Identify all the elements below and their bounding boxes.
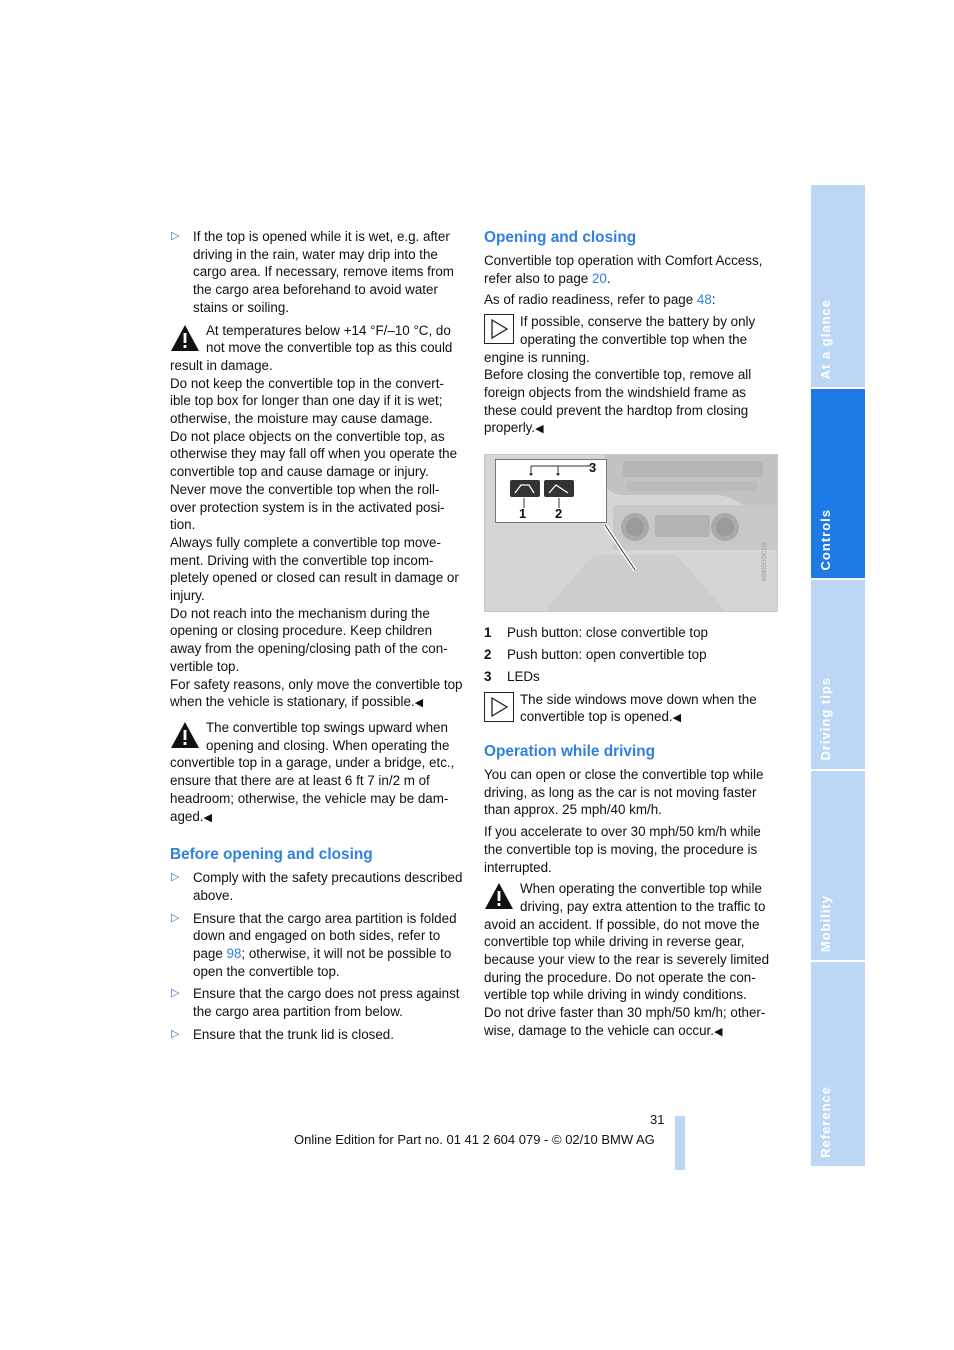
warning-icon bbox=[484, 881, 514, 911]
figure-legend bbox=[484, 624, 776, 686]
bullet-triangle-icon: ▷ bbox=[171, 1027, 180, 1040]
figure-code: WM05GGCUA bbox=[761, 542, 768, 582]
warning-driving: When operating the convertible top while driving, pay extra attention to the traffic to avoid an accident. If possible, do not move the convertible top while driving in reverse gear, because your view to the rear is severely limited during the procedure. Do not operate the con-vertible top while driving in windy conditions. Do not drive faster than 30 mph/50 km/h; other-wise, damage to the vehicle can occur.◀ bbox=[484, 881, 770, 1038]
bullet-partition: ▷ Ensure that the cargo area partition is folded down and engaged on both sides, refer to page 98; otherwise, it will not be possible to open the convertible top. bbox=[171, 910, 457, 979]
tab-controls[interactable]: Controls bbox=[811, 389, 865, 578]
note-battery: If possible, conserve the battery by only operating the convertible top when the engine is running. Before closing the convertible top, remove all foreign objects from the windshield frame as these could prevent the hardtop from closing properly.◀ bbox=[484, 314, 756, 436]
bullet-triangle-icon: ▷ bbox=[171, 230, 180, 242]
page-number: 31 bbox=[650, 1112, 665, 1127]
warning-icon bbox=[170, 323, 200, 353]
heading-opening-closing: Opening and closing bbox=[484, 229, 637, 246]
end-mark-icon: ◀ bbox=[414, 697, 424, 710]
footer-edition: Online Edition for Part no. 01 41 2 604 079 - © 02/10 BMW AG bbox=[294, 1132, 655, 1147]
end-mark-icon: ◀ bbox=[203, 811, 212, 824]
driving-text-2: If you accelerate to over 30 mph/50 km/h while the convertible top is moving, the procedure is interrupted. bbox=[484, 824, 761, 875]
radio-readiness-text: As of radio readiness, refer to page 48: bbox=[484, 292, 716, 308]
end-mark-icon: ◀ bbox=[714, 1025, 723, 1038]
bullet-triangle-icon: ▷ bbox=[171, 987, 180, 1000]
legend-item: 3 LEDs bbox=[484, 669, 540, 685]
tab-mobility[interactable]: Mobility bbox=[811, 771, 865, 960]
tab-driving-tips[interactable]: Driving tips bbox=[811, 580, 865, 769]
note-triangle-icon bbox=[484, 314, 514, 344]
page-link-20[interactable]: 20 bbox=[591, 270, 607, 286]
legend-item: 2 Push button: open convertible top bbox=[484, 647, 707, 663]
figure-label-2: 2 bbox=[555, 506, 563, 522]
bullet-cargo: ▷ Ensure that the cargo does not press against the cargo area partition from below. bbox=[171, 986, 460, 1020]
warning-low-temperature: At temperatures below +14 °F/–10 °C, do not move the convertible top as this could result in damage. Do not keep the convertible top in the convert-ible top box for longer than one day if it is wet; otherwise, the moisture may cause damage. Do not place objects on the convertible top, as otherwise they may fall off when you operate the convertible top and cause damage or injury. Never move the convertible top when the roll-over protection system is in the activated posi-tion. Always fully complete a convertible top move-ment. Driving with the convertible top incom-pletely opened or closed can result in damage or injury. Do not reach into the mechanism during the opening or closing procedure. Keep children away from the opening/closing path of the con-vertible top. For safety reasons, only move the convertible top when the vehicle is stationary, if possible.◀ bbox=[170, 322, 463, 710]
legend-item: 1 Push button: close convertible top bbox=[484, 625, 708, 641]
page-link-98[interactable]: 98 bbox=[226, 946, 242, 962]
end-mark-icon: ◀ bbox=[672, 712, 682, 725]
console-figure bbox=[484, 454, 778, 612]
bullet-triangle-icon: ▷ bbox=[171, 871, 180, 884]
left-column bbox=[170, 228, 463, 1049]
bullet-triangle-icon: ▷ bbox=[171, 911, 180, 924]
bullet-safety: ▷ Comply with the safety precautions described above. bbox=[171, 870, 463, 903]
heading-operation-driving: Operation while driving bbox=[484, 743, 656, 761]
note-triangle-icon bbox=[484, 692, 514, 722]
note-side-windows: The side windows move down when the convertible top is opened.◀ bbox=[484, 691, 776, 728]
figure-label-3: 3 bbox=[589, 460, 597, 476]
comfort-access-text: Convertible top operation with Comfort Access, refer also to page 20. bbox=[484, 253, 763, 286]
end-mark-icon: ◀ bbox=[535, 423, 544, 436]
bullet-trunk: ▷ Ensure that the trunk lid is closed. bbox=[171, 1026, 394, 1042]
page-marker-bar bbox=[675, 1116, 685, 1170]
driving-text-1: You can open or close the convertible top while driving, as long as the car is not moving faster than approx. 25 mph/40 km/h. bbox=[484, 767, 764, 818]
figure-label-1: 1 bbox=[519, 506, 527, 522]
bullet-wet-top: ▷ If the top is opened while it is wet, e.g. after driving in the rain, water may drip into the cargo area. If necessary, remove items from the cargo area beforehand to avoid water stains or soiling. bbox=[171, 229, 454, 315]
tab-reference[interactable]: Reference bbox=[811, 962, 865, 1166]
warning-icon bbox=[170, 720, 200, 750]
tab-at-a-glance[interactable]: At a glance bbox=[811, 185, 865, 387]
right-column bbox=[484, 228, 776, 1046]
warning-headroom: The convertible top swings upward when opening and closing. When operating the convertible top in a garage, under a bridge, etc., ensure that there are at least 6 ft 7 in/2 m of headroom; otherwise, the vehicle may be dam-aged.◀ bbox=[170, 719, 455, 824]
heading-before-opening: Before opening and closing bbox=[170, 846, 373, 864]
page-link-48[interactable]: 48 bbox=[696, 292, 712, 308]
